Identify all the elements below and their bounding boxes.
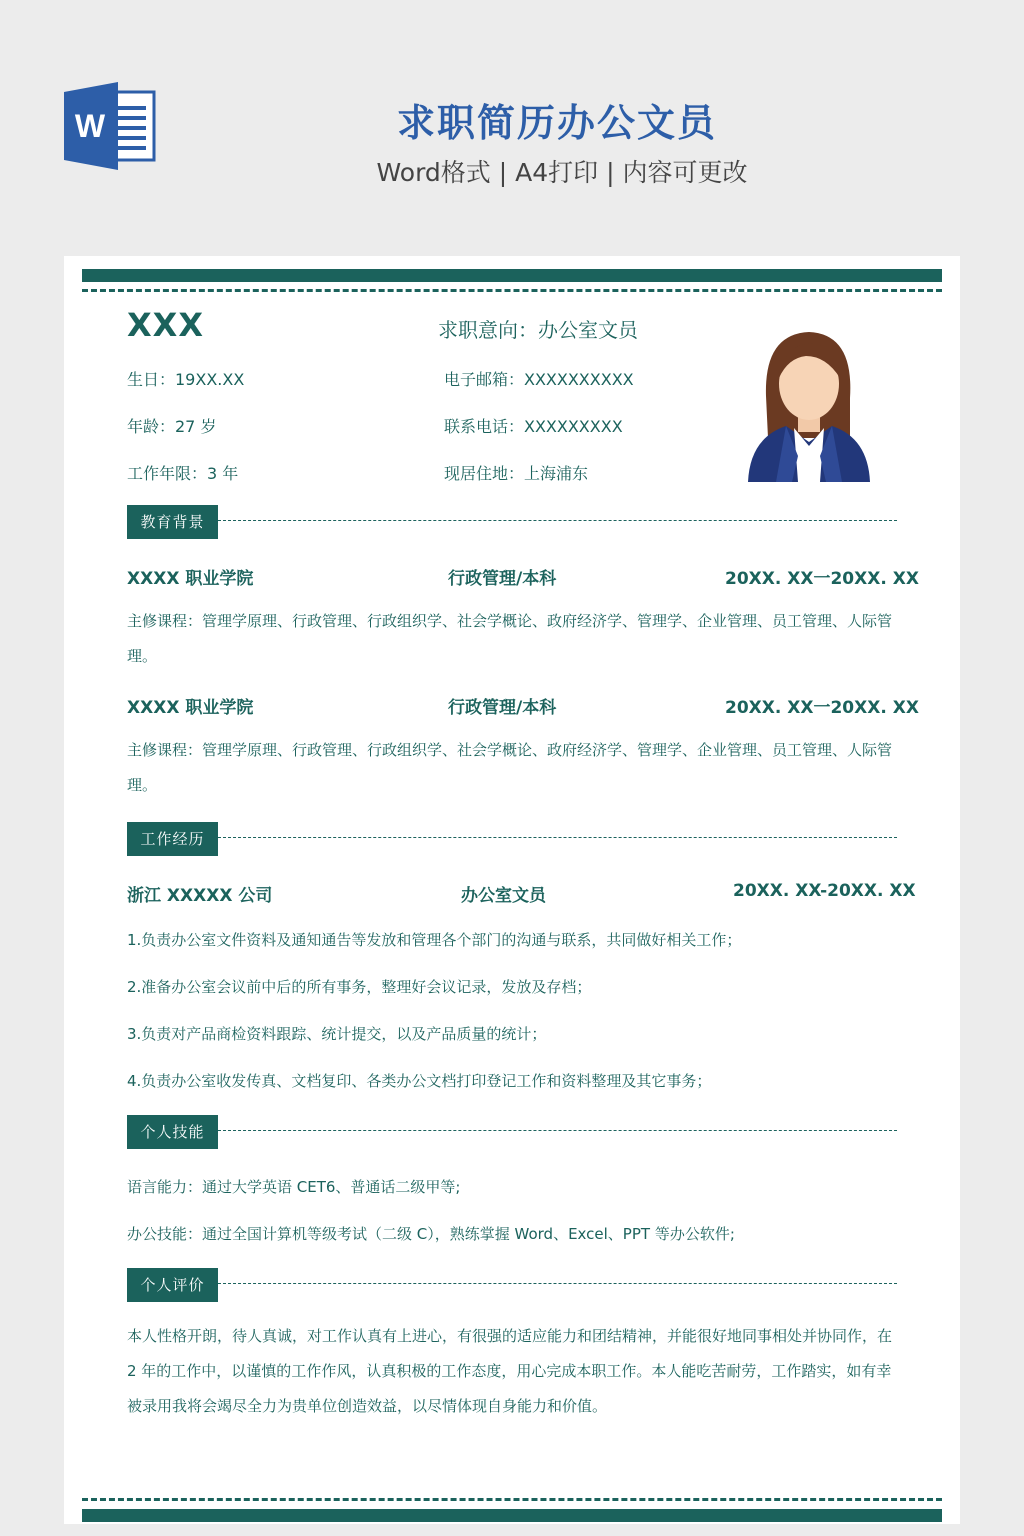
- info-years: 工作年限：3 年: [127, 464, 239, 483]
- edu-major-2: 行政管理/本科: [448, 698, 557, 718]
- skill-office: 办公技能：通过全国计算机等级考试（二级 C），熟练掌握 Word、Excel、PPT 等办公软件;: [127, 1225, 735, 1243]
- info-age: 年龄：27 岁: [127, 417, 217, 436]
- section-skills-tag: 个人技能: [127, 1115, 218, 1149]
- work-duty-1: 1.负责办公室文件资料及通知通告等发放和管理各个部门的沟通与联系，共同做好相关工作；: [127, 931, 742, 949]
- edu-major-1: 行政管理/本科: [448, 569, 557, 589]
- section-work-header: [127, 822, 897, 856]
- section-skills-header: [127, 1115, 897, 1149]
- edu-period-2: 20XX. XX一20XX. XX: [725, 698, 919, 718]
- section-evaluation-header: [127, 1268, 897, 1302]
- section-evaluation-tag: 个人评价: [127, 1268, 218, 1302]
- edu-school-2: XXXX 职业学院: [127, 698, 254, 718]
- top-border-bar: [82, 269, 942, 282]
- evaluation-text: 本人性格开朗，待人真诚，对工作认真有上进心，有很强的适应能力和团结精神，并能很好地同事相处并协同作，在 2 年的工作中，以谨慎的工作作风，认真积极的工作态度，用心完成本职工作。本人能吃苦耐劳，工作踏实，如有幸被录用我将会竭尽全力为贵单位创造效益，以尽情体现自身能力和价值。: [127, 1327, 893, 1415]
- info-address: 现居住地：上海浦东: [444, 464, 589, 483]
- resume-paper: [64, 256, 960, 1524]
- section-divider: [218, 1130, 897, 1131]
- work-position: 办公室文员: [461, 886, 546, 906]
- section-divider: [218, 837, 897, 838]
- section-divider: [218, 1283, 897, 1284]
- edu-courses-1: 主修课程：管理学原理、行政管理、行政组织学、社会学概论、政府经济学、管理学、企业管理、员工管理、人际管理。: [127, 612, 893, 665]
- skill-language: 语言能力：通过大学英语 CET6、普通话二级甲等;: [127, 1178, 461, 1196]
- work-period: 20XX. XX-20XX. XX: [733, 881, 916, 901]
- info-email: 电子邮箱：XXXXXXXXXX: [444, 370, 634, 389]
- bottom-border-bar: [82, 1509, 942, 1522]
- bottom-border-dash: [82, 1498, 942, 1501]
- candidate-name: XXX: [127, 306, 205, 344]
- info-birthday: 生日：19XX.XX: [127, 370, 245, 389]
- section-education-tag: 教育背景: [127, 505, 218, 539]
- section-education-header: [127, 505, 897, 539]
- work-duty-4: 4.负责办公室收发传真、文档复印、各类办公文档打印登记工作和资料整理及其它事务；: [127, 1072, 712, 1090]
- edu-school-1: XXXX 职业学院: [127, 569, 254, 589]
- section-divider: [218, 520, 897, 521]
- work-duty-2: 2.准备办公室会议前中后的所有事务，整理好会议记录，发放及存档；: [127, 978, 592, 996]
- avatar: [746, 326, 872, 482]
- word-logo-letter: W: [74, 108, 106, 144]
- edu-period-1: 20XX. XX一20XX. XX: [725, 569, 919, 589]
- promo-subtitle: Word格式 | A4打印 | 内容可更改: [376, 158, 748, 187]
- work-duty-3: 3.负责对产品商检资料跟踪、统计提交，以及产品质量的统计；: [127, 1025, 547, 1043]
- job-intent: 求职意向：办公室文员: [438, 318, 638, 342]
- edu-courses-2: 主修课程：管理学原理、行政管理、行政组织学、社会学概论、政府经济学、管理学、企业管理、员工管理、人际管理。: [127, 741, 893, 794]
- top-border-dash: [82, 289, 942, 292]
- promo-title: 求职简历办公文员: [396, 101, 717, 145]
- work-company: 浙江 XXXXX 公司: [127, 886, 273, 906]
- section-work-tag: 工作经历: [127, 822, 218, 856]
- info-phone: 联系电话：XXXXXXXXX: [444, 417, 623, 436]
